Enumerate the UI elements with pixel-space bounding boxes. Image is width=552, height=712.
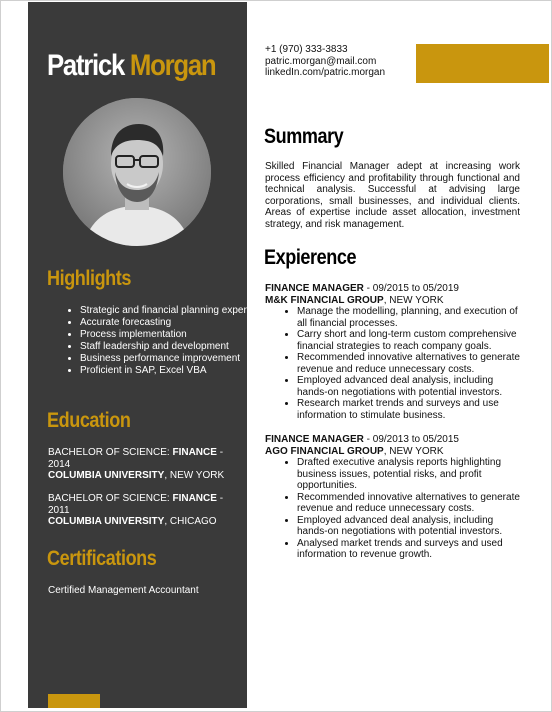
summary-text: Skilled Financial Manager adept at increasing work process efficiency and profitability through functional and technical analysis. Successful at advising large corporations, small businesses, and individual clients. Areas of expertise include asset allocation, investment strategy, and risk management. (265, 161, 520, 230)
job-bullets (265, 306, 523, 421)
list-item: • Carry short and long-term custom comprehensive financial strategies to reach company goals. (297, 329, 523, 352)
education-entry (48, 447, 238, 482)
accent-block-top (416, 44, 549, 83)
company: M&K FINANCIAL GROUP (265, 294, 384, 306)
experience-heading: Expierence (264, 246, 357, 269)
job-title: FINANCE MANAGER (265, 283, 364, 294)
job-dates: - 09/2015 to 05/2019 (363, 283, 459, 294)
degree: BACHELOR OF SCIENCE: (48, 493, 173, 504)
list-item: • Business performance improvement (80, 353, 260, 365)
school: COLUMBIA UNIVERSITY (48, 470, 165, 481)
education-heading: Education (47, 409, 131, 432)
company-line (265, 446, 523, 458)
profile-photo (63, 98, 211, 246)
year: - 2011 (48, 493, 224, 516)
first-name: Patrick (47, 49, 125, 82)
highlights-list (62, 305, 260, 377)
email: patric.morgan@mail.com (265, 55, 377, 67)
job-title-line (265, 283, 523, 295)
profile-photo-image (63, 98, 211, 246)
company: AGO FINANCIAL GROUP (265, 445, 384, 457)
highlights-heading: Highlights (47, 267, 131, 290)
school: COLUMBIA UNIVERSITY (48, 516, 165, 527)
contact-info (265, 44, 385, 79)
location: , CHICAGO (164, 516, 217, 527)
list-item: • Manage the modelling, planning, and execution of all financial processes. (297, 306, 523, 329)
education-entry (48, 493, 238, 528)
list-item: • Proficient in SAP, Excel VBA (80, 365, 260, 377)
degree: BACHELOR OF SCIENCE: (48, 447, 173, 458)
phone: +1 (970) 333-3833 (265, 44, 348, 55)
job-entry (265, 434, 523, 561)
list-item: • Recommended innovative alternatives to generate revenue and reduce unnecessary costs. (297, 492, 523, 515)
job-title-line (265, 434, 523, 446)
list-item: • Strategic and financial planning expert (80, 305, 260, 317)
company-location: , NEW YORK (383, 445, 444, 457)
linkedin: linkedIn.com/patric.morgan (265, 67, 386, 78)
list-item: • Staff leadership and development (80, 341, 260, 353)
list-item: • Analysed market trends and surveys and used information to revenue growth. (297, 538, 523, 561)
list-item: • Recommended innovative alternatives to generate revenue and reduce unnecessary costs. (297, 352, 523, 375)
job-bullets (265, 457, 523, 561)
candidate-name (47, 49, 215, 83)
summary-heading: Summary (264, 125, 344, 148)
certification-item: Certified Management Accountant (48, 585, 199, 596)
certifications-heading: Certifications (47, 547, 157, 570)
field: FINANCE (172, 447, 217, 458)
year: - 2014 (48, 447, 224, 470)
list-item: • Employed advanced deal analysis, including hands-on negotiations with potential investors. (297, 515, 523, 538)
location: , NEW YORK (164, 470, 225, 481)
job-title: FINANCE MANAGER (265, 434, 364, 445)
last-name: Morgan (129, 49, 216, 82)
company-location: , NEW YORK (383, 294, 444, 306)
list-item: • Drafted executive analysis reports highlighting business issues, potential risks, and profit opportunities. (297, 457, 523, 492)
accent-block-bottom (48, 694, 100, 708)
list-item: • Research market trends and surveys and use information to stimulate business. (297, 398, 523, 421)
list-item: • Accurate forecasting (80, 317, 260, 329)
field: FINANCE (172, 493, 217, 504)
list-item: • Employed advanced deal analysis, including hands-on negotiations with potential investors. (297, 375, 523, 398)
company-line (265, 295, 523, 307)
job-entry (265, 283, 523, 421)
list-item: • Process implementation (80, 329, 260, 341)
job-dates: - 09/2013 to 05/2015 (363, 434, 459, 445)
